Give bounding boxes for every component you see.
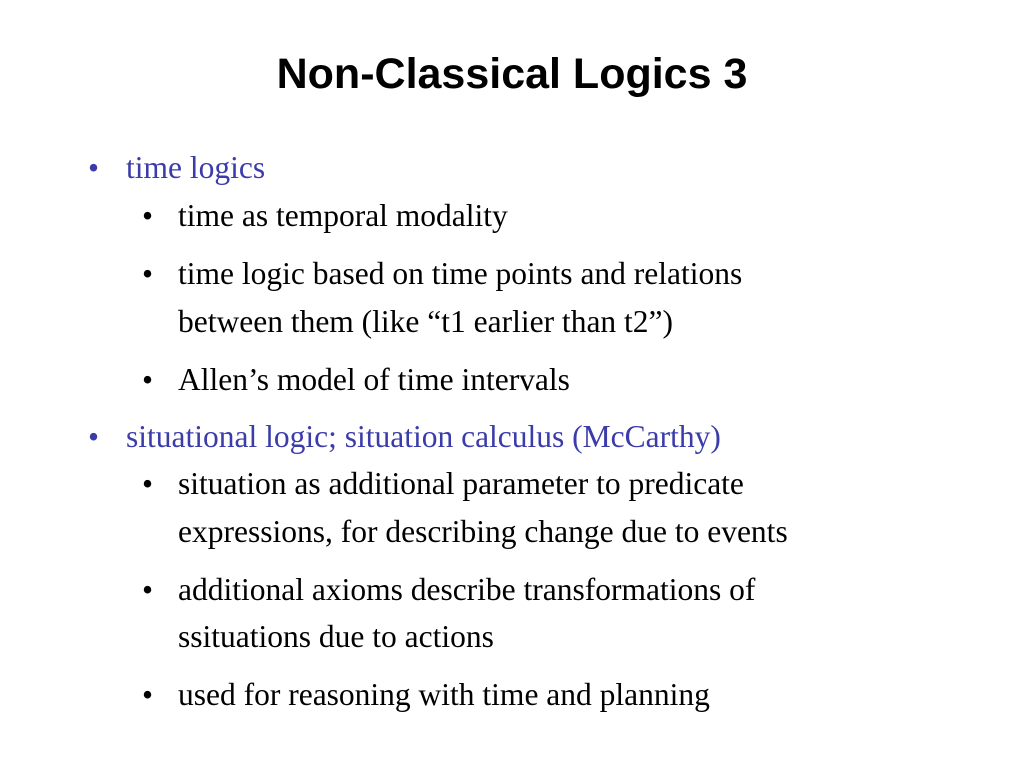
bullet-icon: • [142, 256, 154, 291]
bullet-icon: • [142, 572, 154, 607]
bullet-icon: • [142, 198, 154, 233]
list-item-line: ssituations due to actions [178, 619, 494, 654]
list-item-line: situation as additional parameter to predicate [178, 466, 744, 501]
bullet-icon: • [142, 466, 154, 501]
list-item-line: Allen’s model of time intervals [178, 362, 570, 397]
list-item-line: time as temporal modality [178, 198, 508, 233]
bullet-icon: • [142, 362, 154, 397]
section-heading: situational logic; situation calculus (McCarthy) [126, 419, 721, 454]
list-item-line: time logic based on time points and relations [178, 256, 743, 291]
list-item-line: additional axioms describe transformations of [178, 572, 756, 607]
bullet-icon: • [142, 677, 154, 712]
list-item-line: used for reasoning with time and planning [178, 677, 710, 712]
list-item-line: expressions, for describing change due to events [178, 514, 788, 549]
bullet-icon: • [88, 150, 100, 185]
section-heading: time logics [126, 150, 266, 185]
slide-title: Non-Classical Logics 3 [276, 50, 748, 98]
list-item-line: between them (like “t1 earlier than t2”) [178, 304, 674, 339]
bullet-icon: • [88, 419, 100, 454]
